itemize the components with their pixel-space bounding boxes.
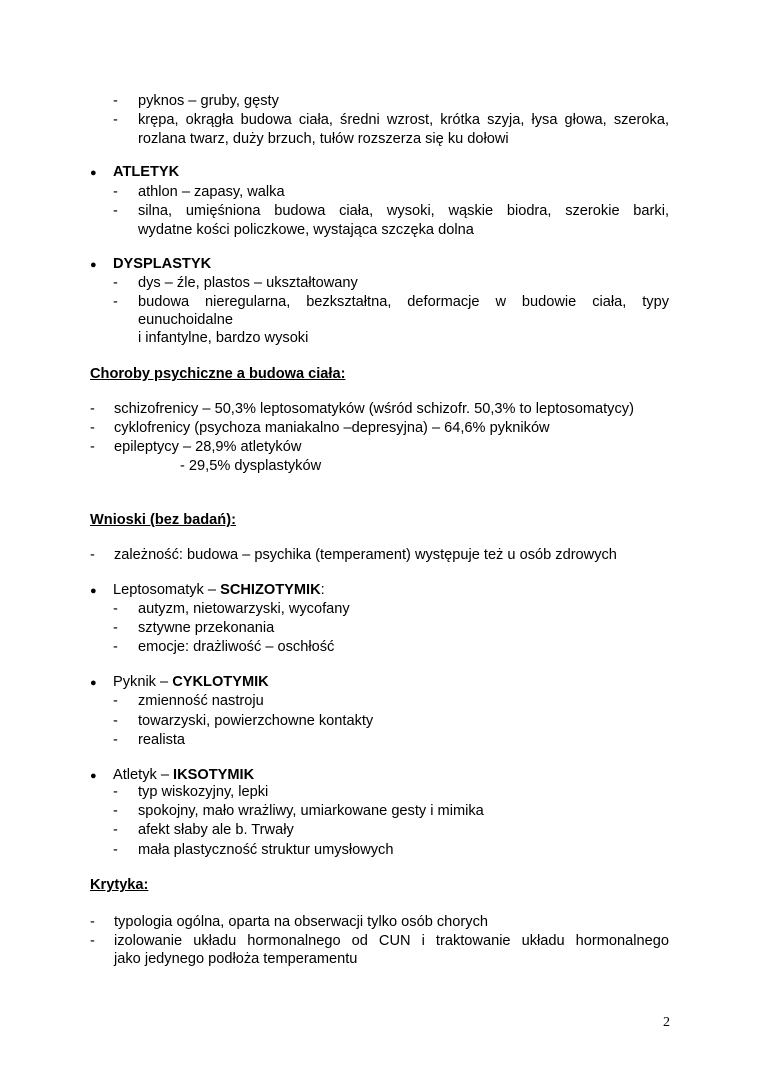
choroby-item: epileptycy – 28,9% atletyków (114, 439, 302, 455)
dash-marker: - (113, 693, 118, 709)
dash-marker: - (113, 275, 118, 291)
dysplastyk-description-line3: i infantylne, bardzo wysoki (138, 330, 309, 346)
dash-marker: - (113, 184, 118, 200)
bullet-icon: ● (90, 259, 97, 271)
dash-marker: - (90, 401, 95, 417)
trait-item: zmienność nastroju (138, 693, 264, 709)
dash-marker: - (113, 803, 118, 819)
dash-marker: - (113, 842, 118, 858)
dash-marker: - (90, 914, 95, 930)
dash-marker: - (113, 112, 118, 128)
dash-marker: - (113, 93, 118, 109)
pyknik-description-line2: rozlana twarz, duży brzuch, tułów rozszerza się ku dołowi (138, 131, 509, 147)
trait-item: mała plastyczność struktur umysłowych (138, 842, 394, 858)
dash-marker: - (90, 439, 95, 455)
choroby-heading: Choroby psychiczne a budowa ciała: (90, 366, 346, 382)
dysplastyk-description-line2: eunuchoidalne (138, 312, 233, 328)
atletyk-etymology: athlon – zapasy, walka (138, 184, 285, 200)
dash-marker: - (113, 784, 118, 800)
pyknik-description-line1: krępa, okrągła budowa ciała, średni wzrost, krótka szyja, łysa głowa, szeroka, (138, 112, 669, 128)
dash-marker: - (113, 732, 118, 748)
dash-marker: - (113, 639, 118, 655)
dash-marker: - (113, 620, 118, 636)
trait-item: towarzyski, powierzchowne kontakty (138, 713, 374, 729)
trait-item: typ wiskozyjny, lepki (138, 784, 269, 800)
krytyka-heading: Krytyka: (90, 877, 149, 893)
wnioski-intro: zależność: budowa – psychika (temperament) występuje też u osób zdrowych (114, 547, 617, 563)
bullet-icon: ● (90, 585, 97, 597)
dash-marker: - (90, 547, 95, 563)
atletyk-heading: ATLETYK (113, 164, 180, 180)
trait-item: afekt słaby ale b. Trwały (138, 822, 294, 838)
pyknik-etymology: pyknos – gruby, gęsty (138, 93, 279, 109)
dysplastyk-etymology: dys – źle, plastos – ukształtowany (138, 275, 358, 291)
bullet-icon: ● (90, 770, 97, 782)
dash-marker: - (113, 713, 118, 729)
atletyk-description-line1: silna, umięśniona budowa ciała, wysoki, wąskie biodra, szerokie barki, (138, 203, 669, 219)
dash-marker: - (90, 420, 95, 436)
dash-marker: - (90, 933, 95, 949)
type-heading-iksotymik: Atletyk – IKSOTYMIK (113, 767, 255, 783)
wnioski-heading: Wnioski (bez badań): (90, 512, 236, 528)
krytyka-item-line1: izolowanie układu hormonalnego od CUN i traktowanie układu hormonalnego (114, 933, 669, 949)
dash-marker: - (113, 601, 118, 617)
krytyka-item-line2: jako jedynego podłoża temperamentu (114, 951, 358, 967)
krytyka-item: typologia ogólna, oparta na obserwacji tylko osób chorych (114, 914, 488, 930)
trait-item: spokojny, mało wrażliwy, umiarkowane gesty i mimika (138, 803, 484, 819)
atletyk-description-line2: wydatne kości policzkowe, wystająca szczęka dolna (138, 222, 474, 238)
trait-item: sztywne przekonania (138, 620, 275, 636)
bullet-icon: ● (90, 677, 97, 689)
bullet-icon: ● (90, 167, 97, 179)
dysplastyk-heading: DYSPLASTYK (113, 256, 212, 272)
choroby-sub-item: - 29,5% dysplastyków (180, 458, 322, 474)
page-number: 2 (663, 1015, 670, 1030)
type-heading-cyklotymik: Pyknik – CYKLOTYMIK (113, 674, 269, 690)
dash-marker: - (113, 203, 118, 219)
dash-marker: - (113, 822, 118, 838)
dash-marker: - (113, 294, 118, 310)
type-heading-schizotymik: Leptosomatyk – SCHIZOTYMIK: (113, 582, 325, 598)
trait-item: emocje: drażliwość – oschłość (138, 639, 335, 655)
trait-item: realista (138, 732, 186, 748)
choroby-item: cyklofrenicy (psychoza maniakalno –depresyjna) – 64,6% pykników (114, 420, 550, 436)
dysplastyk-description-line1: budowa nieregularna, bezkształtna, deformacje w budowie ciała, typy (138, 294, 669, 310)
choroby-item: schizofrenicy – 50,3% leptosomatyków (wśród schizofr. 50,3% to leptosomatycy) (114, 401, 634, 417)
trait-item: autyzm, nietowarzyski, wycofany (138, 601, 350, 617)
